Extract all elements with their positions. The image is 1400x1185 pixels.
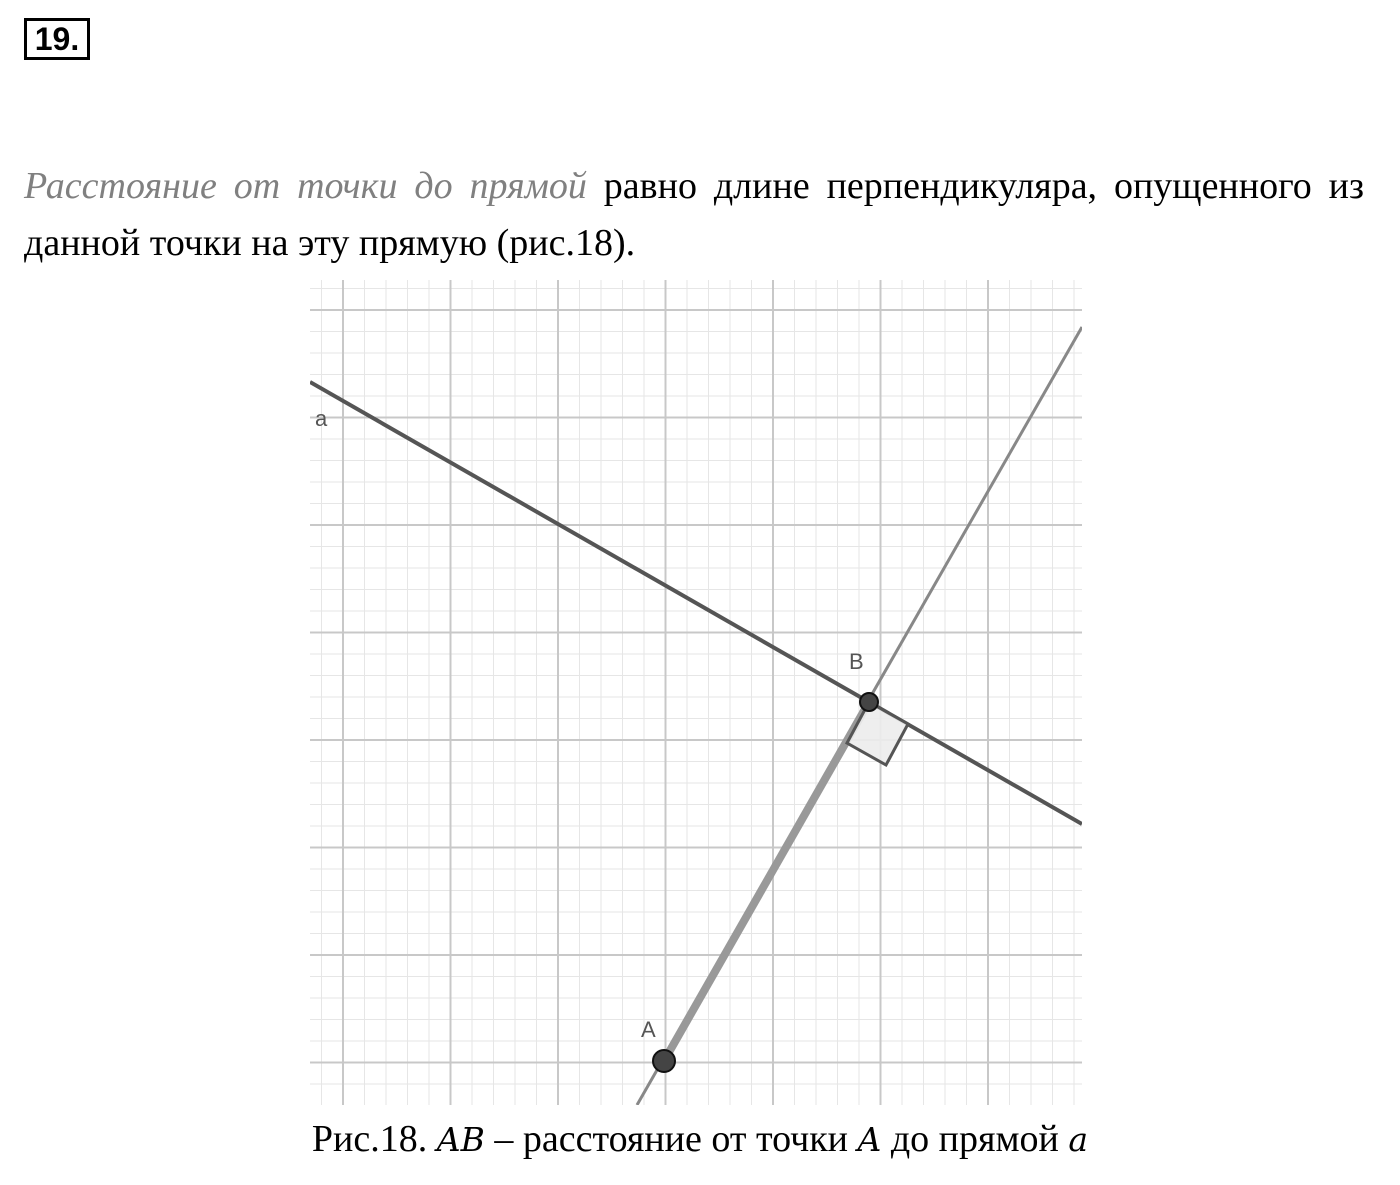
label-point-a: A bbox=[641, 1017, 656, 1042]
right-angle-marker bbox=[847, 702, 908, 765]
caption-middle: – расстояние от точки bbox=[484, 1118, 858, 1160]
figure-caption bbox=[0, 1114, 1400, 1165]
caption-prefix: Рис.18. bbox=[311, 1118, 437, 1160]
caption-segment: AB bbox=[436, 1120, 485, 1159]
grid bbox=[310, 280, 1082, 1105]
definition-text: равно длине перпендикуляра, опущенного из данной точки на эту прямую (рис.18). bbox=[24, 165, 1364, 264]
problem-number: 19. bbox=[24, 18, 90, 60]
caption-suffix: до прямой bbox=[881, 1118, 1069, 1160]
label-line-a: a bbox=[315, 406, 328, 431]
caption-line: a bbox=[1068, 1120, 1089, 1159]
segment-ab bbox=[664, 702, 869, 1061]
definition-term: Расстояние от точки до прямой bbox=[24, 165, 587, 207]
point-a bbox=[653, 1050, 675, 1072]
caption-point: A bbox=[857, 1120, 882, 1159]
point-b bbox=[860, 693, 878, 711]
label-point-b: B bbox=[849, 649, 864, 674]
